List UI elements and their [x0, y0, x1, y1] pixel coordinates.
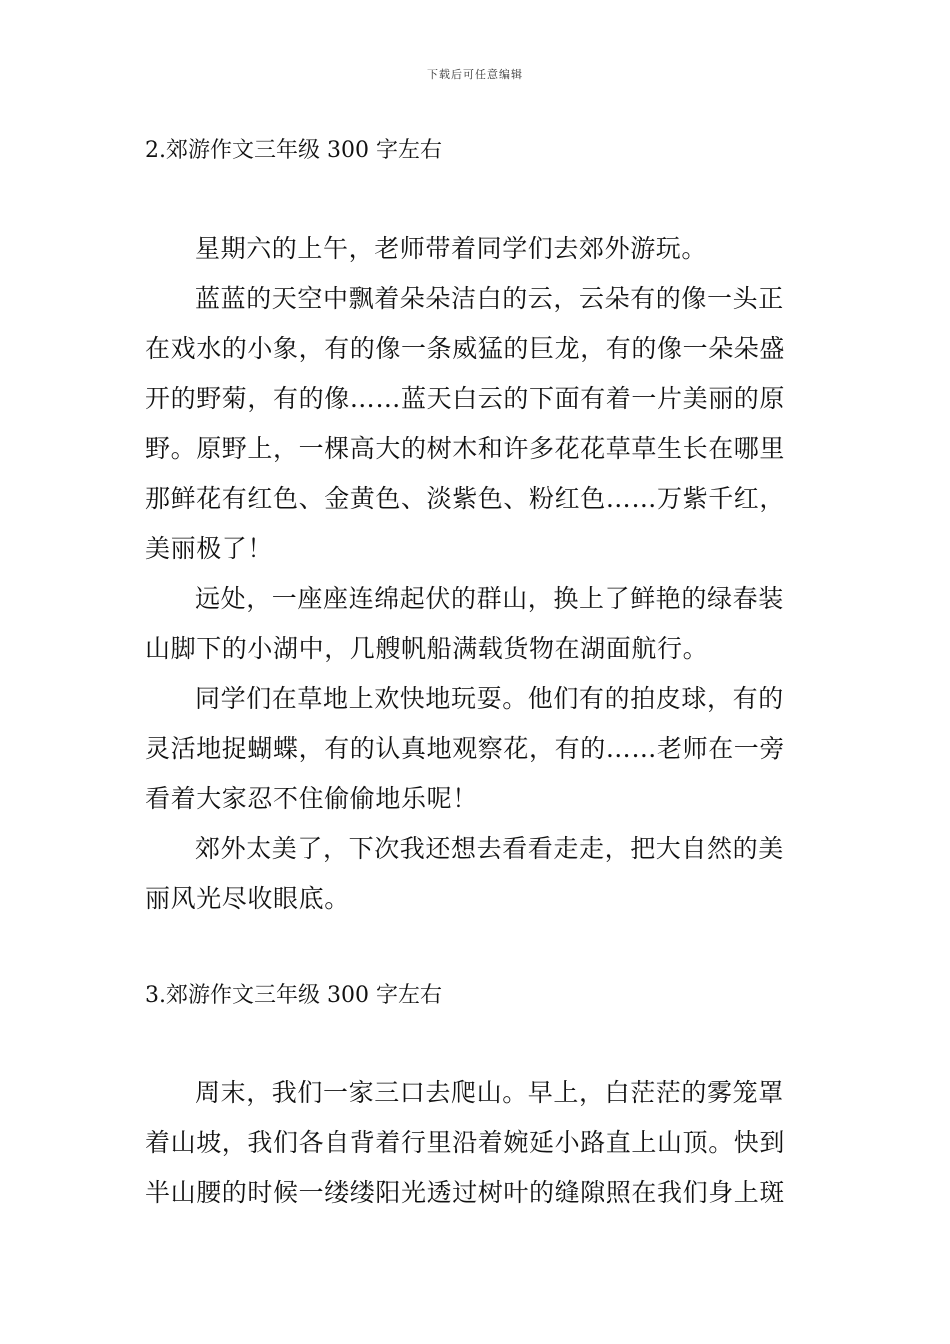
section-2-heading: 2.郊游作文三年级 300 字左右 — [145, 138, 442, 163]
text-line: 山脚下的小湖中，几艘帆船满载货物在湖面航行。 — [145, 634, 709, 663]
text-line: 半山腰的时候一缕缕阳光透过树叶的缝隙照在我们身上斑 — [145, 1178, 786, 1207]
text-line: 周末，我们一家三口去爬山。早上，白茫茫的雾笼罩 — [195, 1078, 784, 1107]
section-2-paragraph-1 — [145, 224, 815, 274]
section-2-paragraph-3 — [145, 574, 815, 674]
text-line: 远处，一座座连绵起伏的群山，换上了鲜艳的绿春装 — [195, 584, 784, 613]
text-line: 丽风光尽收眼底。 — [145, 884, 350, 913]
text-line: 灵活地捉蝴蝶，有的认真地观察花，有的……老师在一旁 — [145, 734, 786, 763]
text-line: 美丽极了！ — [145, 534, 274, 563]
text-line: 看着大家忍不住偷偷地乐呢！ — [145, 784, 478, 813]
text-line: 那鲜花有红色、金黄色、淡紫色、粉红色……万紫千红， — [145, 484, 786, 513]
text-line: 蓝蓝的天空中飘着朵朵洁白的云，云朵有的像一头正 — [195, 284, 784, 313]
section-2-paragraph-4 — [145, 674, 815, 824]
text-line: 着山坡，我们各自背着行里沿着婉延小路直上山顶。快到 — [145, 1128, 786, 1157]
text-line: 开的野菊，有的像……蓝天白云的下面有着一片美丽的原 — [145, 384, 786, 413]
text-line: 野。原野上，一棵高大的树木和许多花花草草生长在哪里 — [145, 434, 786, 463]
header-note: 下载后可任意编辑 — [427, 68, 523, 81]
text-line: 郊外太美了，下次我还想去看看走走，把大自然的美 — [195, 834, 784, 863]
section-2-paragraph-2 — [145, 274, 815, 574]
text-line: 同学们在草地上欢快地玩耍。他们有的拍皮球，有的 — [195, 684, 784, 713]
text-line: 星期六的上午，老师带着同学们去郊外游玩。 — [195, 234, 708, 263]
section-3-heading: 3.郊游作文三年级 300 字左右 — [145, 983, 442, 1008]
text-line: 在戏水的小象，有的像一条威猛的巨龙，有的像一朵朵盛 — [145, 334, 786, 363]
section-2-paragraph-5 — [145, 824, 815, 924]
section-3-paragraph-1 — [145, 1068, 815, 1218]
